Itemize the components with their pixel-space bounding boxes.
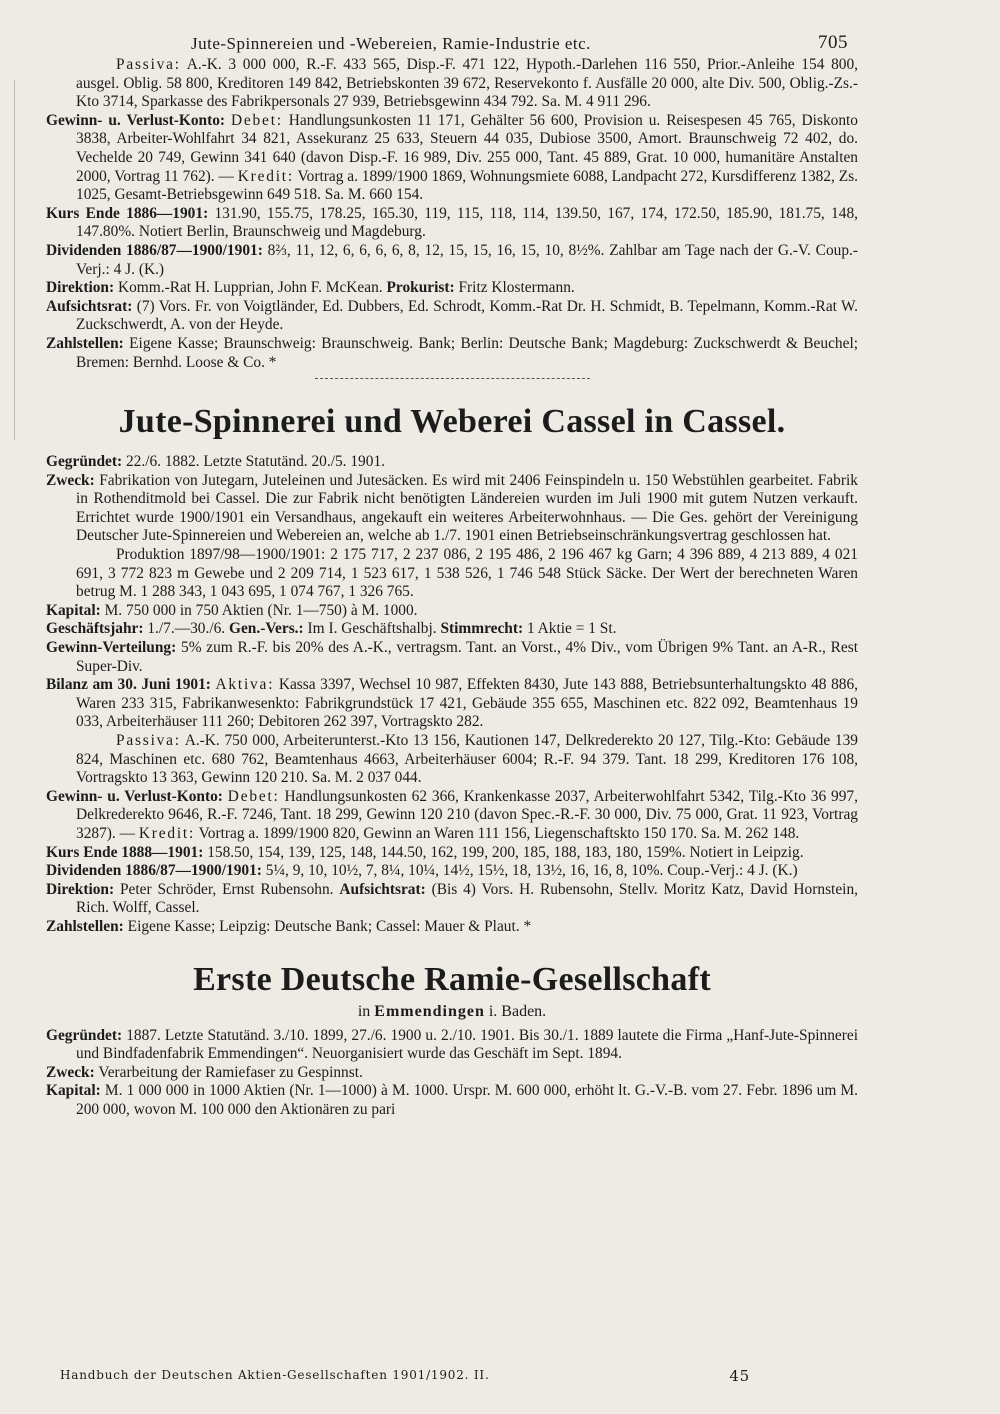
section-divider bbox=[315, 378, 590, 379]
ramie-gegruendet: Gegründet: 1887. Letzte Statutänd. 3./10. 1899, 27./6. 1900 u. 2./10. 1901. Bis 30./1. 1889 lautete die Firma „Hanf-Jute-Spinnerei und Bindfadenfabrik Emmendingen“. Neuorganisiert wurde das Geschäft im Sept. 1894. bbox=[46, 1026, 858, 1063]
cassel-direktion: Direktion: Peter Schröder, Ernst Rubensohn. Aufsichtsrat: (Bis 4) Vors. H. Rubensohn, Stellv. Moritz Katz, David Hornstein, Rich. Wolff, Cassel. bbox=[46, 880, 858, 917]
cassel-gewinn-verteilung: Gewinn-Verteilung: 5% zum R.-F. bis 20% des A.-K., vertragsm. Tant. an Vorst., 4% Div., vom Übrigen 9% Tant. an A-R., Rest Super-Div. bbox=[46, 639, 858, 675]
prev-direktion: Direktion: Komm.-Rat H. Lupprian, John F. McKean. Prokurist: Fritz Klostermann. bbox=[46, 279, 575, 297]
prev-gewinn-verlust: Gewinn- u. Verlust-Konto: Debet: Handlungsunkosten 11 171, Gehälter 56 600, Provision u. Reisespesen 45 765, Diskonto 3838, Arbeiter-Wohlfahrt 34 821, Assekuranz 25 633, Steuern 44 035, Dubiose 3500, Amort. Braunschweig 72 402, do. Vechelde 20 749, Gewinn 341 640 (davon Disp.-F. 16 989, Div. 255 000, Tant. 45 889, Grat. 10 000, humanitäre Anstalten 2000, Vortrag 11 762). — Kredit: Vortrag a. 1899/1900 1869, Wohnungsmiete 6088, Landpacht 272, Kursdifferenz 1382, Zs. 1025, Gesamt-Betriebsgewinn 649 518. Sa. M. 660 154. bbox=[46, 111, 858, 204]
prev-zahlstellen: Zahlstellen: Eigene Kasse; Braunschweig: Braunschweig. Bank; Berlin: Deutsche Bank; Magdeburg: Zuckschwerdt & Beuchel; Bremen: Bernhd. Loose & Co. * bbox=[46, 334, 858, 371]
ramie-company-section bbox=[46, 961, 858, 1120]
running-head-title: Jute-Spinnereien und -Webereien, Ramie-Industrie etc. bbox=[191, 34, 591, 53]
footer-source: Handbuch der Deutschen Aktien-Gesellschaften 1901/1902. II. bbox=[60, 1368, 490, 1382]
cassel-dividenden: Dividenden 1886/87—1900/1901: 5¼, 9, 10, 10½, 7, 8¼, 10¼, 14½, 15½, 18, 13½, 16, 16, 8, 10%. Coup.-Verj.: 4 J. (K.) bbox=[46, 862, 798, 880]
cassel-passiva: Passiva: A.-K. 750 000, Arbeiterunterst.-Kto 13 156, Kautionen 147, Delkrederekto 20 127, Tilg.-Kto: Gebäude 139 824, Maschinen etc. 680 762, Beamtenhaus 4663, Arbeiterhäuser 6004; R.-F. 94 379. Tant. 18 299, Kreditoren 176 108, Vortragskto 13 363, Gewinn 120 210. Sa. M. 2 037 044. bbox=[76, 732, 858, 787]
ramie-kapital: Kapital: M. 1 000 000 in 1000 Aktien (Nr. 1—1000) à M. 1000. Urspr. M. 600 000, erhöht lt. G.-V.-B. vom 27. Febr. 1896 um M. 200 000, wovon M. 100 000 den Aktionären zu pari bbox=[46, 1082, 858, 1118]
prev-passiva: Passiva: A.-K. 3 000 000, R.-F. 433 565, Disp.-F. 471 122, Hypoth.-Darlehen 116 550, Prior.-Anleihe 154 800, ausgel. Oblig. 58 800, Kreditoren 149 842, Betriebskonten 39 672, Reservekonto f. Ausfälle 20 000, alte Div. 500, Oblig.-Zs.-Kto 3714, Sparkasse des Fabrikpersonals 27 939, Betriebsgewinn 434 792. Sa. M. 4 911 296. bbox=[76, 56, 859, 111]
page-number: 705 bbox=[818, 32, 848, 53]
running-head bbox=[46, 30, 858, 56]
prev-dividenden: Dividenden 1886/87—1900/1901: 8⅔, 11, 12, 6, 6, 6, 6, 8, 12, 15, 15, 16, 15, 10, 8½%. Zahlbar am Tage nach der G.-V. Coup.-Verj.: 4 J. (K.) bbox=[46, 241, 858, 278]
ramie-zweck: Zweck: Verarbeitung der Ramiefaser zu Gespinnst. bbox=[46, 1063, 363, 1081]
company-location: in Emmendingen i. Baden. bbox=[357, 1002, 547, 1020]
company-title-cassel: Jute-Spinnerei und Weberei Cassel in Cassel. bbox=[118, 403, 786, 441]
footer-signature: 45 bbox=[729, 1367, 750, 1385]
document-page bbox=[46, 30, 858, 1120]
prev-aufsichtsrat: Aufsichtsrat: (7) Vors. Fr. von Voigtländer, Ed. Dubbers, Ed. Schrodt, Komm.-Rat Dr. H. Schmidt, B. Tepelmann, Komm.-Rat W. Zuckschwerdt, A. von der Heyde. bbox=[46, 297, 858, 334]
cassel-kapital: Kapital: M. 750 000 in 750 Aktien (Nr. 1—750) à M. 1000. bbox=[46, 601, 418, 619]
prev-kurs: Kurs Ende 1886—1901: 131.90, 155.75, 178.25, 165.30, 119, 115, 118, 114, 139.50, 167, 174, 172.50, 185.90, 181.75, 148, 147.80%. Notiert Berlin, Braunschweig und Magdeburg. bbox=[46, 204, 858, 241]
company-title-ramie: Erste Deutsche Ramie-Gesellschaft bbox=[193, 960, 711, 998]
cassel-bilanz: Bilanz am 30. Juni 1901: Aktiva: Kassa 3397, Wechsel 10 987, Effekten 8430, Jute 143 888, Betriebsunterhaltungskto 48 886, Waren 233 315, Fabrikanwesenkto: Fabrikgrundstück 17 421, Gebäude 355 655, Maschinen etc. 822 092, Beamtenhaus 19 033, Arbeiterhäuser 111 260; Debitoren 262 397, Vortragskto 282. bbox=[46, 676, 858, 731]
cassel-gewinn-verlust: Gewinn- u. Verlust-Konto: Debet: Handlungsunkosten 62 366, Krankenkasse 2037, Arbeiterwohlfahrt 5342, Tilg.-Kto 36 997, Delkrederekto 9646, R.-F. 7246, Tant. 18 299, Gewinn 120 210 (davon Spec.-R.-F. 30 000, Div. 75 000, Grat. 11 923, Vortrag 3287). — Kredit: Vortrag a. 1899/1900 820, Gewinn an Waren 111 156, Liegenschaftskto 150 170. Sa. M. 262 148. bbox=[46, 787, 858, 842]
cassel-kurs: Kurs Ende 1888—1901: 158.50, 154, 139, 125, 148, 144.50, 162, 199, 200, 185, 188, 183, 180, 159%. Notiert in Leipzig. bbox=[46, 843, 804, 861]
cassel-zweck: Zweck: Fabrikation von Jutegarn, Juteleinen und Jutesäcken. Es wird mit 2406 Feinspindeln u. 150 Webstühlen gearbeitet. Fabrik in Rothenditmold bei Cassel. Die zur Fabrik nicht benötigten Ländereien wurden im Juli 1900 mit gutem Nutzen verkauft. Errichtet wurde 1900/1901 ein Versandhaus, angekauft ein weiteres Arbeiterwohnhaus. — Die Ges. gehört der Vereinigung Deutscher Jute-Spinnereien und Webereien an, welche ab 1./7. 1901 einen Betriebseinschränkungsvertrag geschlossen hat. bbox=[46, 471, 858, 545]
cassel-gegruendet: Gegründet: 22./6. 1882. Letzte Statutänd. 20./5. 1901. bbox=[46, 453, 385, 471]
scan-margin-edge bbox=[0, 80, 15, 440]
cassel-company-section bbox=[46, 403, 858, 936]
previous-company-section bbox=[46, 56, 858, 379]
cassel-produktion: Produktion 1897/98—1900/1901: 2 175 717, 2 237 086, 2 195 486, 2 196 467 kg Garn; 4 396 889, 4 213 889, 4 021 691, 3 772 823 m Gewebe und 2 209 714, 1 523 617, 1 538 526, 1 746 548 Stück Säcke. Der Wert der berechneten Waren betrug M. 1 288 343, 1 043 695, 1 074 767, 1 326 765. bbox=[76, 546, 858, 601]
cassel-zahlstellen: Zahlstellen: Eigene Kasse; Leipzig: Deutsche Bank; Cassel: Mauer & Plaut. * bbox=[46, 917, 532, 935]
cassel-geschaeftsjahr: Geschäftsjahr: 1./7.—30./6. Gen.-Vers.: Im I. Geschäftshalbj. Stimmrecht: 1 Aktie = 1 St. bbox=[46, 620, 617, 638]
